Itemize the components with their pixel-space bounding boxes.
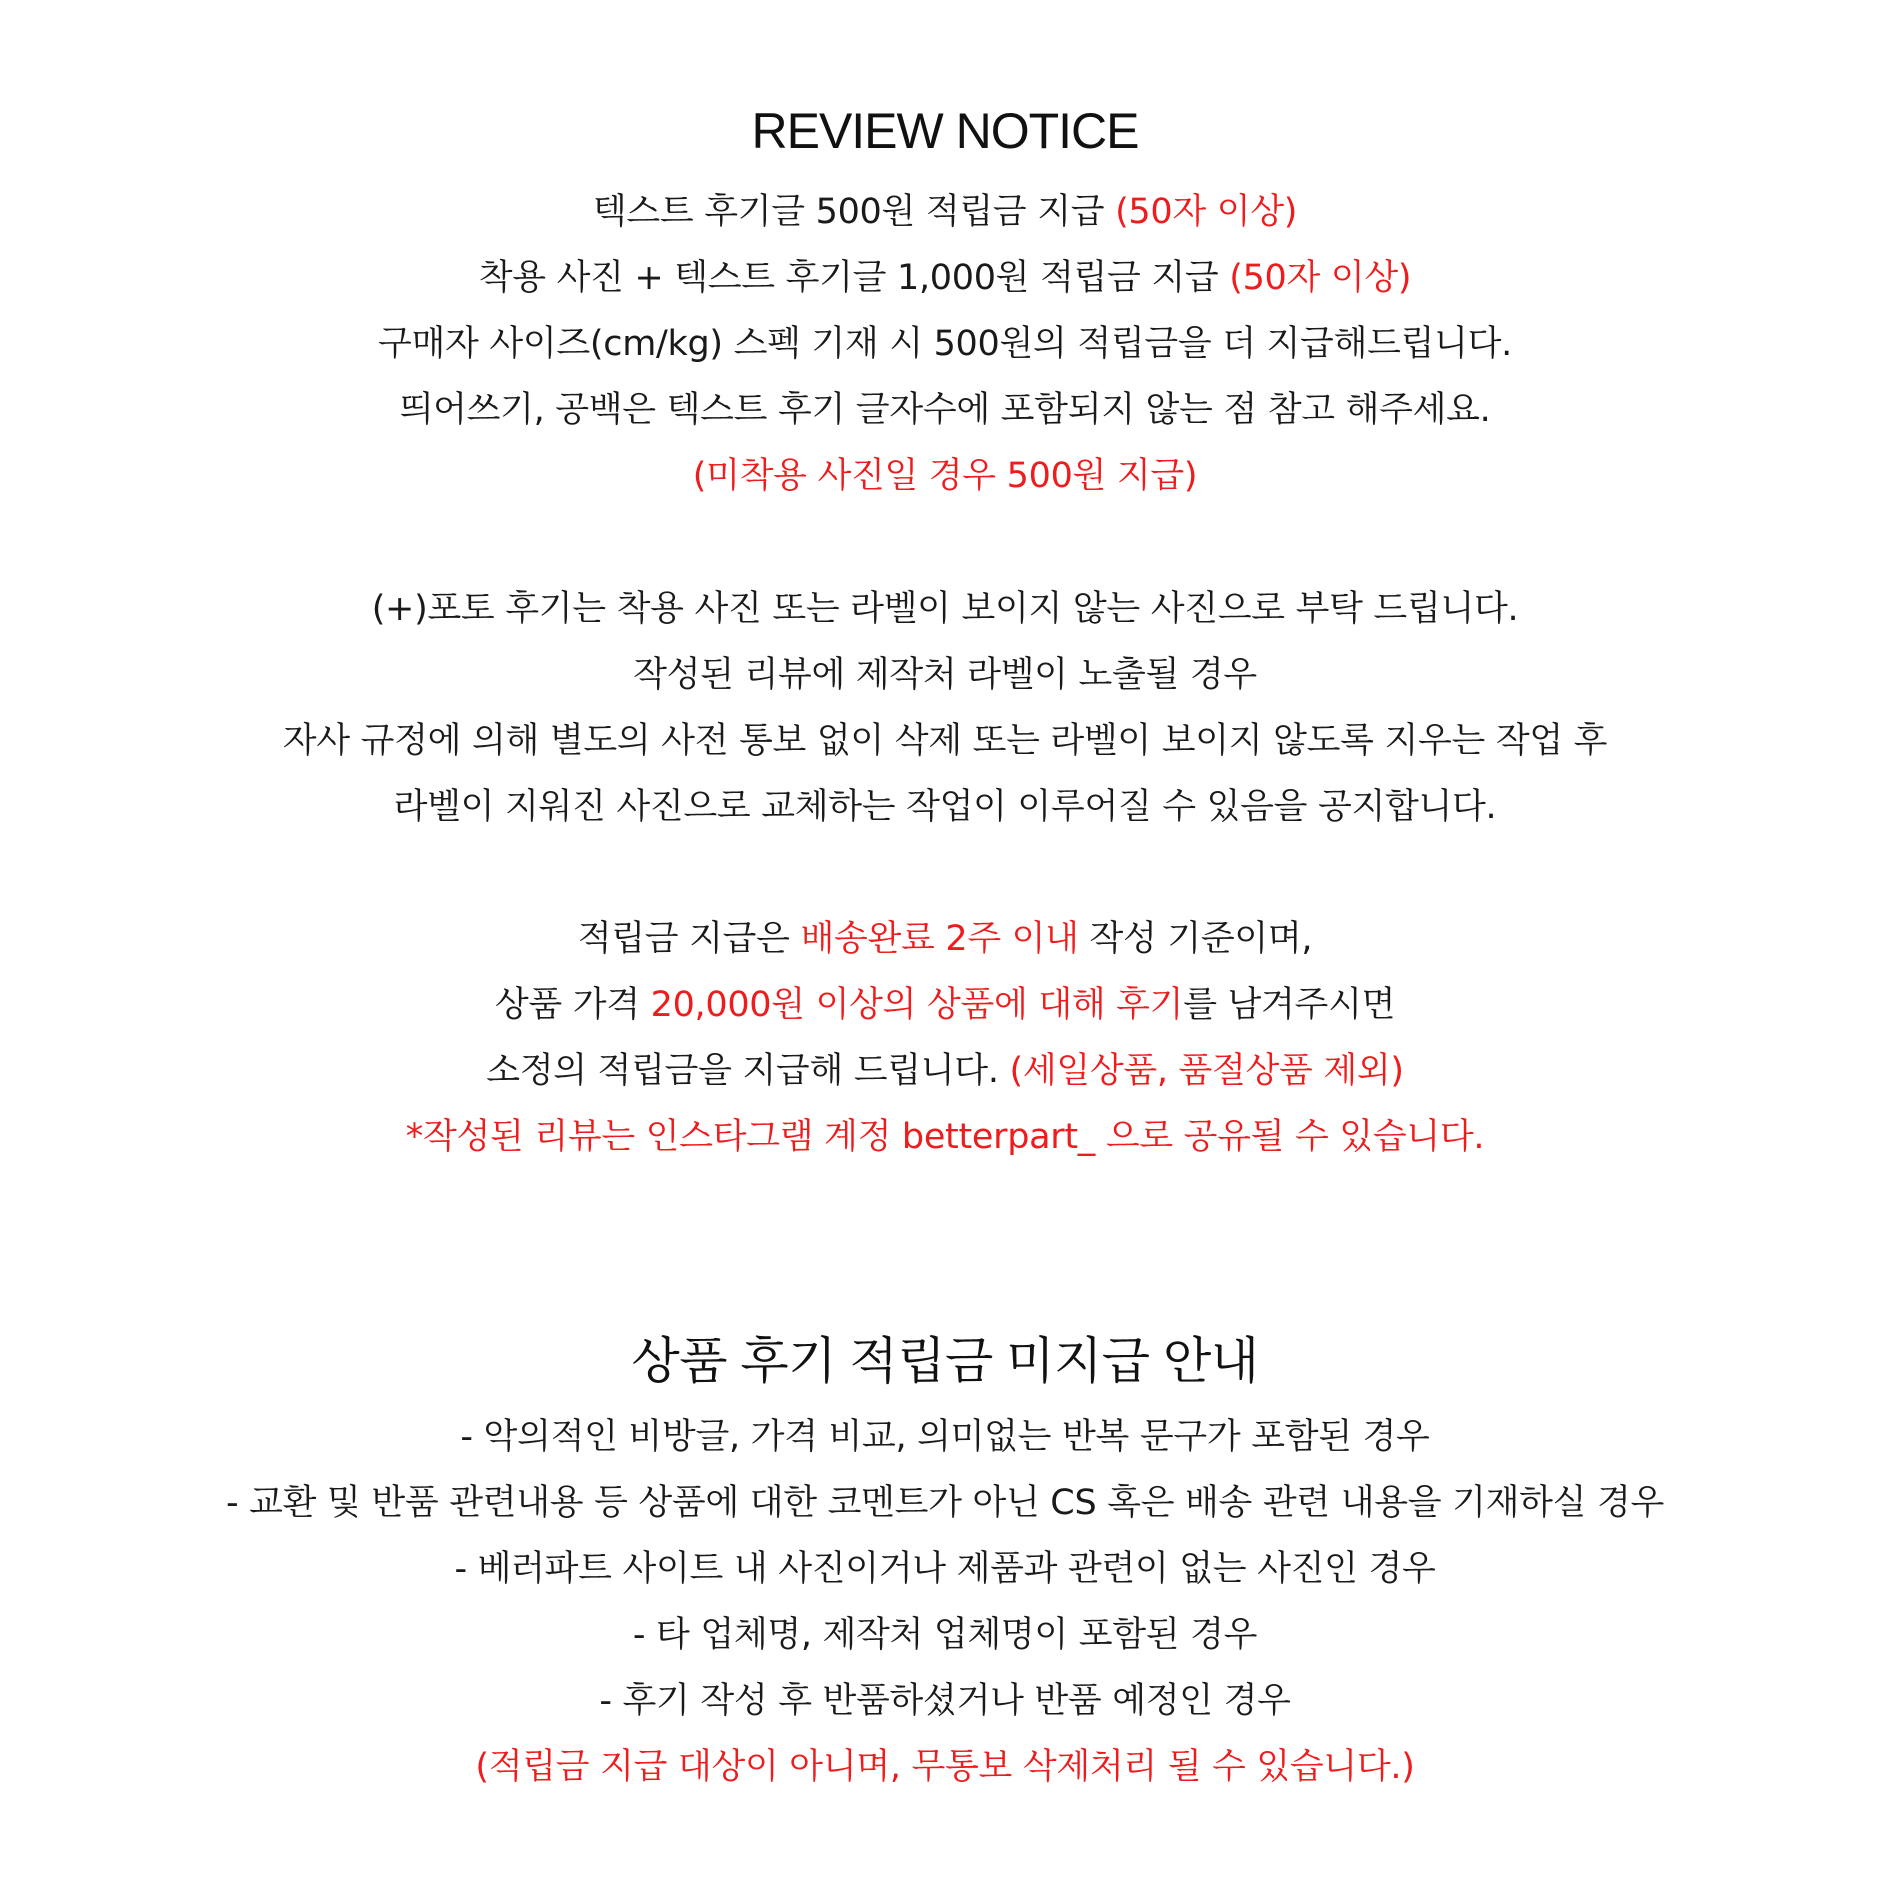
price-threshold-line (0, 972, 1890, 1038)
non-payment-closing-note: (적립금 지급 대상이 아니며, 무통보 삭제처리 될 수 있습니다.) (475, 1747, 1415, 1787)
non-payment-guide-title: 상품 후기 적립금 미지급 안내 (631, 1333, 1259, 1389)
non-payment-list (0, 1404, 1890, 1800)
photo-policy-line: (+)포토 후기는 착용 사진 또는 라벨이 보이지 않는 사진으로 부탁 드립니다. (371, 589, 1519, 629)
unworn-photo-reward-line (0, 443, 1890, 509)
payment-deadline-suffix: 작성 기준이며, (1078, 919, 1313, 959)
payment-deadline-prefix: 적립금 지급은 (577, 919, 801, 959)
non-payment-item: - 후기 작성 후 반품하셨거나 반품 예정인 경우 (599, 1681, 1291, 1721)
instagram-share-line (0, 1104, 1890, 1170)
price-threshold-suffix: 를 남겨주시면 (1183, 985, 1396, 1025)
min-length-note: (50자 이상) (1115, 192, 1298, 232)
photo-review-reward-text: 착용 사진 + 텍스트 후기글 1,000원 적립금 지급 (478, 258, 1230, 298)
photo-policy-line: 자사 규정에 의해 별도의 사전 통보 없이 삭제 또는 라벨이 보이지 않도록 지우는 작업 후 (282, 721, 1608, 761)
non-payment-item: - 타 업체명, 제작처 업체명이 포함된 경우 (632, 1615, 1258, 1655)
unworn-photo-reward-note: (미착용 사진일 경우 500원 지급) (692, 456, 1198, 496)
text-review-reward-line (0, 179, 1890, 245)
non-payment-item: - 악의적인 비방글, 가격 비교, 의미없는 반복 문구가 포함된 경우 (460, 1417, 1430, 1457)
spacing-excluded-line (0, 377, 1890, 443)
photo-policy-line: 라벨이 지워진 사진으로 교체하는 작업이 이루어질 수 있음을 공지합니다. (393, 787, 1497, 827)
price-threshold-prefix: 상품 가격 (494, 985, 651, 1025)
payment-deadline-highlight: 배송완료 2주 이내 (800, 919, 1079, 959)
size-spec-bonus-line (0, 311, 1890, 377)
photo-label-policy-block (0, 576, 1890, 840)
non-payment-item: - 베러파트 사이트 내 사진이거나 제품과 관련이 없는 사진인 경우 (454, 1549, 1436, 1589)
size-spec-bonus-text: 구매자 사이즈(cm/kg) 스펙 기재 시 500원의 적립금을 더 지급해드립니다. (378, 324, 1512, 364)
text-review-reward-text: 텍스트 후기글 500원 적립금 지급 (592, 192, 1116, 232)
reward-exclusion-prefix: 소정의 적립금을 지급해 드립니다. (486, 1051, 1010, 1091)
spacing-excluded-text: 띄어쓰기, 공백은 텍스트 후기 글자수에 포함되지 않는 점 참고 해주세요. (399, 390, 1491, 430)
instagram-share-note: *작성된 리뷰는 인스타그램 계정 betterpart_ 으로 공유될 수 있습니다. (405, 1117, 1485, 1157)
min-length-note: (50자 이상) (1229, 258, 1412, 298)
review-notice-title: REVIEW NOTICE (751, 103, 1139, 159)
payment-criteria-block (0, 906, 1890, 1170)
non-payment-item: - 교환 및 반품 관련내용 등 상품에 대한 코멘트가 아닌 CS 혹은 배송 관련 내용을 기재하실 경우 (226, 1483, 1664, 1523)
reward-info-block (0, 179, 1890, 509)
price-threshold-highlight: 20,000원 이상의 상품에 대해 후기 (650, 985, 1184, 1025)
photo-policy-line: 작성된 리뷰에 제작처 라벨이 노출될 경우 (633, 655, 1257, 695)
reward-exclusion-highlight: (세일상품, 품절상품 제외) (1009, 1051, 1404, 1091)
payment-deadline-line (0, 906, 1890, 972)
reward-exclusion-line (0, 1038, 1890, 1104)
photo-review-reward-line (0, 245, 1890, 311)
